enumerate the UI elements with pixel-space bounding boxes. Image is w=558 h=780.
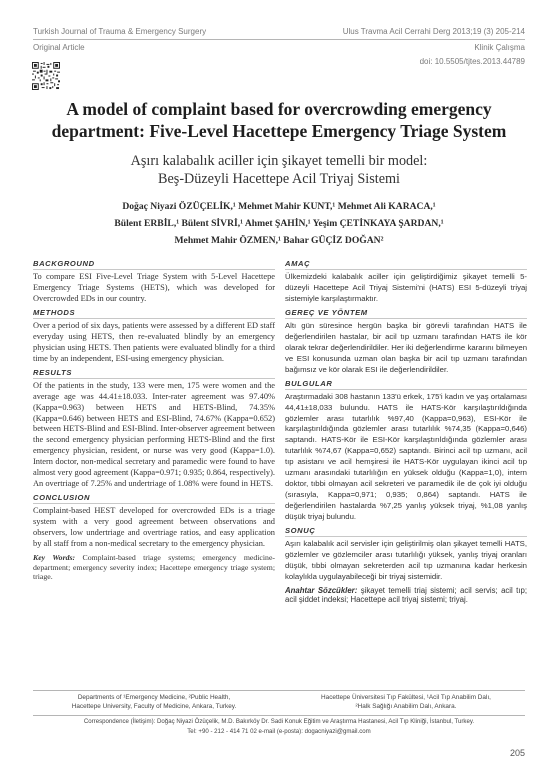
article-type-tr: Klinik Çalışma <box>474 43 525 52</box>
footer-rule-bottom <box>33 715 525 716</box>
journal-name-en: Turkish Journal of Trauma & Emergency Surgery <box>33 27 207 36</box>
author-line-2: Bülent ERBİL,¹ Bülent SİVRİ,¹ Ahmet ŞAHİN,¹ Yeşim ÇETİNKAYA ŞARDAN,¹ <box>114 218 444 229</box>
bulgular-heading: BULGULAR <box>285 379 527 390</box>
keywords-tr <box>285 586 527 605</box>
affiliation-en-line-1: Departments of ¹Emergency Medicine, ²Public Health, <box>77 694 231 701</box>
conclusion-text: Complaint-based HEST developed for overcrowded EDs is a triage system with a very good agreement between observations and observers, low undertriage and overtriage ratios, and easy application by all staff from a non-medical secretary to the emergency physician. <box>33 506 275 549</box>
amac-text: Ülkemizdeki kalabalık aciller için geliştirdiğimiz şikayet temelli 5-düzeyli Hacettepe Acil Triyaj Sistemi'ni (HATS) ESI 5-düzeyli triyaj sistemiyle karşılaştırmaktır. <box>285 272 527 303</box>
conclusion-heading: CONCLUSION <box>33 493 275 504</box>
abstract-english <box>33 259 275 582</box>
amac-heading: AMAÇ <box>285 259 527 270</box>
article-title: A model of complaint based for overcrowding emergency department: Five-Level Hacettepe Emergency Triage System <box>51 99 507 141</box>
doi: doi: 10.5505/tjtes.2013.44789 <box>419 57 525 66</box>
results-text: Of the patients in the study, 133 were men, 175 were women and the average age was 44.41±18.033. Inter-rater agreement was 97.40% (Kappa=0.963) between HETS and HETS-Blind, 74.35% (Kappa=0.646) between HETS and ESI-Blind, 74.67% (Kappa=0.652) between HETS-Blind and ESI-Blind. Inter-observer agreement between the second emergency physician performing HETS-Blind and the first emergency physician, resident, or nurse was very good (Kappa=1.0). Intern doctor, non-medical secretary and paramedic were found to have almost very good agreement (Kappa=0.971; 0.935; 0.864, respectively). An overtriage of 7.25% and undertriage of 1.08% were found in HETS. <box>33 380 275 489</box>
affiliation-en <box>33 694 275 711</box>
gerec-heading: GEREÇ VE YÖNTEM <box>285 308 527 319</box>
article-type-en: Original Article <box>33 43 85 52</box>
sonuc-heading: SONUÇ <box>285 526 527 537</box>
correspondence: Correspondence (İletişim): Doğaç Niyazi Özüçelik, M.D. Bakırköy Dr. Sadi Konuk Eğitim ve Araştırma Hastanesi, Acil Tıp Kliniği, İstanbul, Turkey. <box>83 718 475 725</box>
affiliation-tr <box>285 694 527 711</box>
article-subtitle-tr <box>20 152 538 188</box>
contact-info: Tel: +90 - 212 - 414 71 02 e-mail (e-posta): dogacniyazi@gmail.com <box>187 728 371 735</box>
affiliation-en-line-2: Hacettepe University, Faculty of Medicine, Ankara, Turkey. <box>71 702 237 710</box>
results-heading: RESULTS <box>33 368 275 379</box>
author-line-1: Doğaç Niyazi ÖZÜÇELİK,¹ Mehmet Mahir KUNT,¹ Mehmet Ali KARACA,¹ <box>122 201 436 212</box>
keywords-en <box>33 553 275 582</box>
methods-text: Over a period of six days, patients were assessed by a different ED staff everyday using HETS, then re-evaluated blindly by an emergency physician using HETS. Then patients were evaluated blindly for a third time by an independent, ESI-using emergency physician. <box>33 320 275 363</box>
keywords-label-en: Key Words: <box>33 553 76 563</box>
background-text: To compare ESI Five-Level Triage System with 5-Level Hacettepe Emergency Triage Systems (HETS), which was developed for Overcrowded EDs in our country. <box>33 272 275 303</box>
keywords-text-tr: şikayet temelli triaj sistemi; acil servis; acil tıp; acil şiddet indeksi; Hacettepe acil triyaj sistemi; triyaj. <box>285 585 528 605</box>
keywords-text-en: Complaint-based triage systems; emergency medicine-department; emergency severity index; Hacettepe emergency triage system; triage. <box>33 553 276 582</box>
sonuc-text: Aşırı kalabalık acil servisler için geliştirilmiş olan şikayet temelli HATS, gözlemler ve gözlemciler arası tutarlılığı yüksek, yanlış triyaj oranları düşük, tıbbi olmayan sekreterden acil tıp uzmanına kadar herkesin kolaylıkla uygulayabileceği bir triyaj sistemidir. <box>285 539 527 581</box>
author-line-3: Mehmet Mahir ÖZMEN,¹ Bahar GÜÇİZ DOĞAN² <box>174 235 384 246</box>
gerec-text: Altı gün süresince hergün başka bir görevli tarafından HATS ile değerlendirilen hastalar, bir acil tıp uzmanı tarafından HATS ile kör olarak tekrar değerlendirildiler. Her iki değerlendirme kararını bilmeyen ve ESI konusunda uzman olan başka bir acil tıp uzmanı tarafından bağımsız ve kör olarak ESI ile değerlendirildiler. <box>285 320 527 374</box>
header-rule <box>33 39 525 40</box>
qr-code-icon <box>32 62 60 90</box>
journal-citation-tr: Ulus Travma Acil Cerrahi Derg 2013;19 (3) 205-214 <box>342 27 525 36</box>
affiliation-tr-line-1: Hacettepe Üniversitesi Tıp Fakültesi, ¹Acil Tıp Anabilim Dalı, <box>321 694 491 701</box>
affiliation-tr-line-2: ²Halk Sağlığı Anabilim Dalı, Ankara. <box>355 702 457 710</box>
methods-heading: METHODS <box>33 308 275 319</box>
background-heading: BACKGROUND <box>33 259 275 270</box>
subtitle-line-2: Beş-Düzeyli Hacettepe Acil Triyaj Sistemi <box>158 171 400 187</box>
abstract-turkish <box>285 259 527 605</box>
subtitle-line-1: Aşırı kalabalık aciller için şikayet temelli bir model: <box>130 153 428 169</box>
footer-rule-top <box>33 690 525 691</box>
page-number: 205 <box>509 748 525 758</box>
keywords-label-tr: Anahtar Sözcükler: <box>285 585 358 595</box>
bulgular-text: Araştırmadaki 308 hastanın 133'ü erkek, 175'i kadın ve yaş ortalaması 44,41±18,033 bulundu. HATS ile HATS-Kör karşılaştırıldığında gözlemler arası tutarlılık %97,40 (Kappa=0,963), ESI-Kör ile karşılaştırıldığında gözlemler arası tutarlılık %74,35 (Kappa=0,646) saptandı. HATS-Kör ile ESI-Kör karşılaştırıldığında gözlemler arası tutarlılık %74,67 (Kappa=0,652) saptandı. Birinci acil tıp uzmanı, acil tıp asistanı ve acil hemşiresi ile HATS-Kör uygulayan ikinci acil tıp uzmanı arasındaki tutarlılığın en yüksek olduğu (Kappa=1,0), intern doktor, tıbbi olmayan acil sekreteri ve paramedik ile de çok iyi olduğu (sırasıyla, Kappa=0,971; 0,935; 0,864) saptandı. HATS ile değerlendirilen hastalarda %7,25 yanlış yüksek triyaj, %1,08 yanlış düşük triyaj bulundu. <box>285 391 527 522</box>
author-list <box>20 198 538 249</box>
